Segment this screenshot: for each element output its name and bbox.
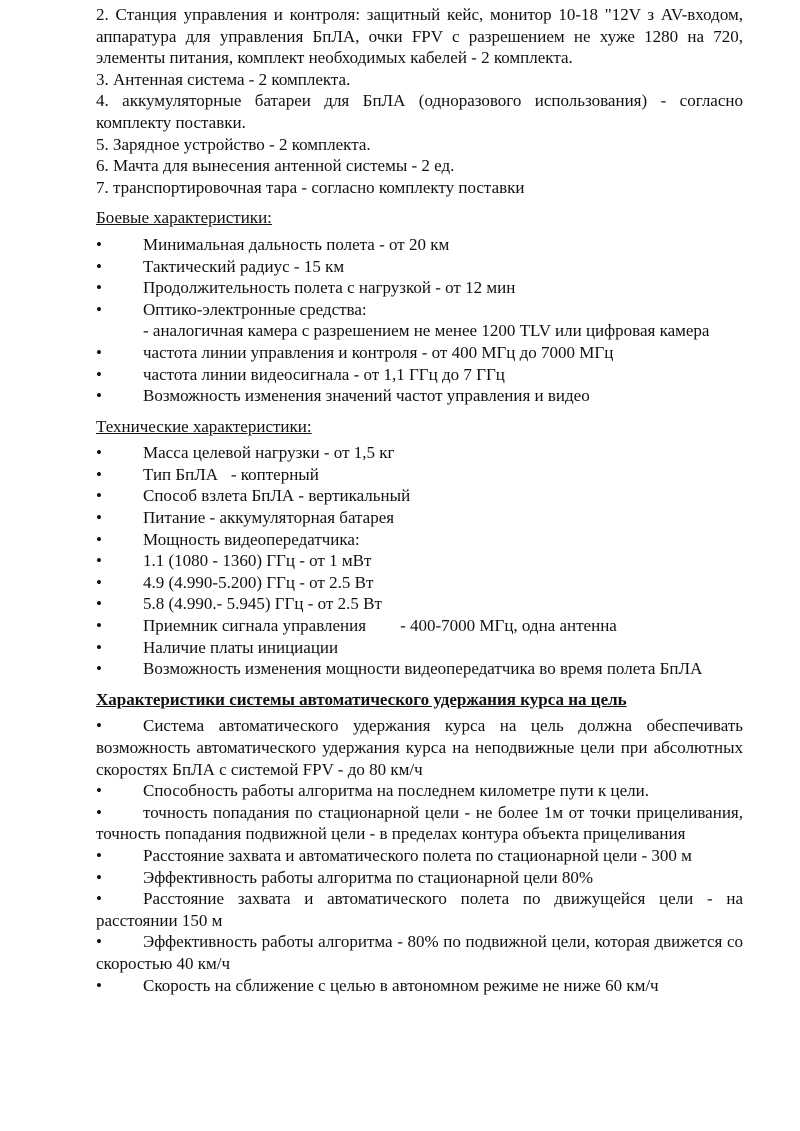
list-item: • Возможность изменения мощности видеопередатчика во время полета БпЛА [96, 659, 703, 679]
intro-item-6: 6. Мачта для вынесения антенной системы - 2 ед. [96, 156, 455, 176]
intro-item-5: 5. Зарядное устройство - 2 комплекта. [96, 134, 371, 154]
list-item: • Расстояние захвата и автоматического полета по стационарной цели - 300 м [96, 845, 692, 865]
bullet: • [96, 867, 102, 887]
bullet: • [96, 659, 102, 679]
combat-heading: Боевые характеристики: [96, 208, 272, 228]
bullet: • [96, 975, 102, 995]
bullet: • [96, 364, 102, 384]
list-item: • Тактический радиус - 15 км [96, 256, 345, 276]
bullet: • [96, 486, 102, 506]
bullet: • [96, 932, 102, 952]
intro-item-4: 4. аккумуляторные батареи для БпЛА (одноразового использования) - согласно комплекту поставки. [96, 91, 743, 132]
list-item: • 4.9 (4.990-5.200) ГГц - от 2.5 Вт [96, 572, 374, 592]
list-item: • Эффективность работы алгоритма - 80% по подвижной цели, которая движется со скоростью 40 км/ч [96, 932, 743, 973]
bullet: • [96, 278, 102, 298]
list-item: • Минимальная дальность полета - от 20 км [96, 234, 450, 254]
bullet: • [96, 716, 102, 736]
list-item: • Эффективность работы алгоритма по стационарной цели 80% [96, 867, 594, 887]
technical-list [96, 442, 743, 680]
bullet: • [96, 802, 102, 822]
bullet: • [96, 443, 102, 463]
intro-item-7: 7. транспортировочная тара - согласно комплекту поставки [96, 177, 525, 197]
list-item: • Питание - аккумуляторная батарея [96, 508, 395, 528]
list-item: • 1.1 (1080 - 1360) ГГц - от 1 мВт [96, 551, 372, 571]
bullet: • [96, 464, 102, 484]
bullet: • [96, 781, 102, 801]
list-item: • Приемник сигнала управления - 400-7000 МГц, одна антенна [96, 616, 617, 636]
bullet: • [96, 386, 102, 406]
list-item: • Способность работы алгоритма на последнем километре пути к цели. [96, 781, 649, 801]
intro-item-2: 2. Станция управления и контроля: защитный кейс, монитор 10-18 "12V з AV-входом, аппаратура для управления БпЛА, очки FPV с разрешением не хуже 1280 на 720, элементы питания, комплект необходимых кабелей - 2 комплекта. [96, 5, 743, 68]
list-item: • частота линии управления и контроля - от 400 МГц до 7000 МГц [96, 342, 614, 362]
list-item: • Скорость на сближение с целью в автономном режиме не ниже 60 км/ч [96, 975, 659, 995]
list-item: • точность попадания по стационарной цели - не более 1м от точки прицеливания, точность попадания подвижной цели - в пределах контура объекта прицеливания [96, 802, 743, 844]
list-item: • Масса целевой нагрузки - от 1,5 кг [96, 443, 395, 463]
bullet: • [96, 256, 102, 276]
list-item: • Способ взлета БпЛА - вертикальный [96, 486, 411, 506]
combat-list [96, 234, 743, 407]
bullet: • [96, 508, 102, 528]
bullet: • [96, 845, 102, 865]
bullet: • [96, 616, 102, 636]
bullet: • [96, 234, 102, 254]
intro-list [96, 4, 743, 198]
list-item: • частота линии видеосигнала - от 1,1 ГГц до 7 ГГц [96, 364, 505, 384]
bullet: • [96, 637, 102, 657]
bullet: • [96, 529, 102, 549]
list-item: • Мощность видеопередатчика: [96, 529, 360, 549]
list-item: • Оптико-электронные средства: [96, 299, 367, 319]
bullet: • [96, 572, 102, 592]
list-item: • Расстояние захвата и автоматического полета по движущейся цели - на расстоянии 150 м [96, 889, 743, 930]
bullet: • [96, 342, 102, 362]
list-item: • Система автоматического удержания курса на цель должна обеспечивать возможность автоматического удержания курса на неподвижные цели при абсолютных скоростях БпЛА с системой FPV - до 80 км/ч [96, 716, 743, 779]
autolock-list [96, 715, 743, 996]
technical-heading: Технические характеристики: [96, 416, 312, 436]
list-item: • 5.8 (4.990.- 5.945) ГГц - от 2.5 Вт [96, 594, 382, 614]
list-item: • Наличие платы инициации [96, 637, 339, 657]
list-item: • Тип БпЛА - коптерный [96, 464, 319, 484]
bullet: • [96, 299, 102, 319]
list-subitem: - аналогичная камера с разрешением не менее 1200 TLV или цифровая камера [143, 321, 710, 341]
list-item: • Продолжительность полета с нагрузкой - от 12 мин [96, 278, 516, 298]
autolock-heading: Характеристики системы автоматического удержания курса на цель [96, 689, 627, 709]
list-item: • Возможность изменения значений частот управления и видео [96, 386, 590, 406]
bullet: • [96, 889, 102, 909]
bullet: • [96, 594, 102, 614]
intro-item-3: 3. Антенная система - 2 комплекта. [96, 69, 351, 89]
bullet: • [96, 551, 102, 571]
